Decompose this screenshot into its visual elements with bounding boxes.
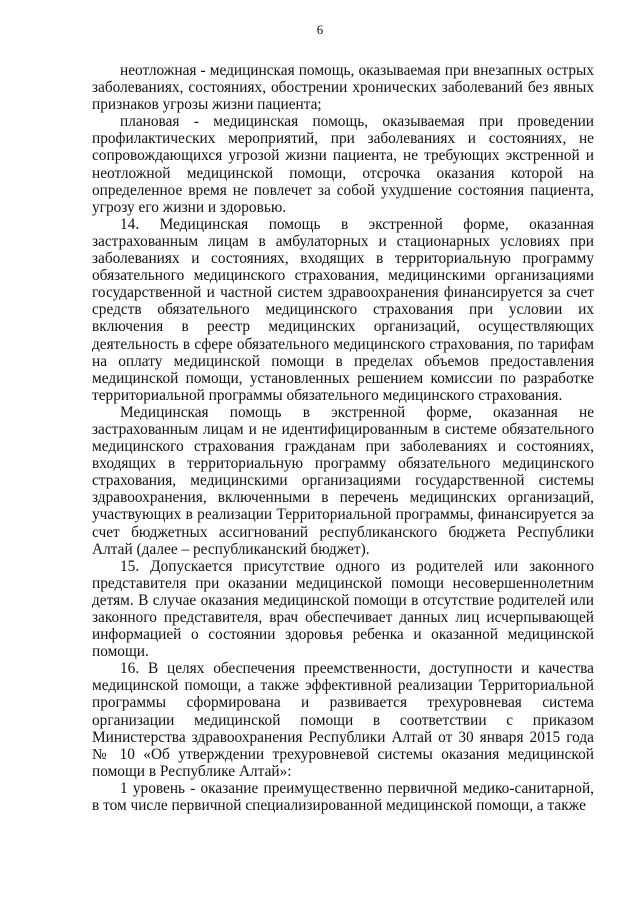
paragraph-emergency-definition: неотложная - медицинская помощь, оказываемая при внезапных острых заболеваниях, состояниях, обострении хронических заболеваний без явных признаков угрозы жизни пациента; xyxy=(92,62,594,114)
paragraph-planned-definition: плановая - медицинская помощь, оказываемая при проведении профилактических мероприятий, при заболеваниях и состояниях, не сопровождающихся угрозой жизни пациента, не требующих экстренной и неотложной медицинской помощи, отсрочка оказания которой на определенное время не повлечет за собой ухудшение состояния пациента, угрозу его жизни и здоровью. xyxy=(92,113,594,216)
page-number: 6 xyxy=(316,22,324,37)
paragraph-uninsured-emergency: Медицинская помощь в экстренной форме, оказанная не застрахованным лицам и не идентифицированным в системе обязательного медицинского страхования гражданам при заболеваниях и состояниях, входящих в территориальную программу обязательного медицинского страхования, медицинскими организациями государственной системы здравоохранения, включенными в перечень медицинских организаций, участвующих в реализации Территориальной программы, финансируется за счет бюджетных ассигнований республиканского бюджета Республики Алтай (далее – республиканский бюджет). xyxy=(92,403,594,558)
paragraph-item-16: 16. В целях обеспечения преемственности, доступности и качества медицинской помощи, а также эффективной реализации Территориальной программы сформирована и развивается трехуровневая система организации медицинской помощи в соответствии с приказом Министерства здравоохранения Республики Алтай от 30 января 2015 года № 10 «Об утверждении трехуровневой системы оказания медицинской помощи в Республике Алтай»: xyxy=(92,660,594,780)
paragraph-level-1: 1 уровень - оказание преимущественно первичной медико-санитарной, в том числе первичной специализированной медицинской помощи, а также xyxy=(92,779,594,815)
document-body xyxy=(92,62,594,814)
paragraph-item-15: 15. Допускается присутствие одного из родителей или законного представителя при оказании медицинской помощи несовершеннолетним детям. В случае оказания медицинской помощи в отсутствие родителей или законного представителя, врач обеспечивает данных лиц исчерпывающей информацией о состоянии здоровья ребенка и оказанной медицинской помощи. xyxy=(92,557,594,661)
paragraph-item-14: 14. Медицинская помощь в экстренной форме, оказанная застрахованным лицам в амбулаторных и стационарных условиях при заболеваниях и состояниях, входящих в территориальную программу обязательного медицинского страхования, медицинскими организациями государственной и частной систем здравоохранения финансируется за счет средств обязательного медицинского страхования при условии их включения в реестр медицинских организаций, осуществляющих деятельность в сфере обязательного медицинского страхования, по тарифам на оплату медицинской помощи в пределах объемов предоставления медицинской помощи, установленных решением комиссии по разработке территориальной программы обязательного медицинского страхования. xyxy=(92,215,594,404)
